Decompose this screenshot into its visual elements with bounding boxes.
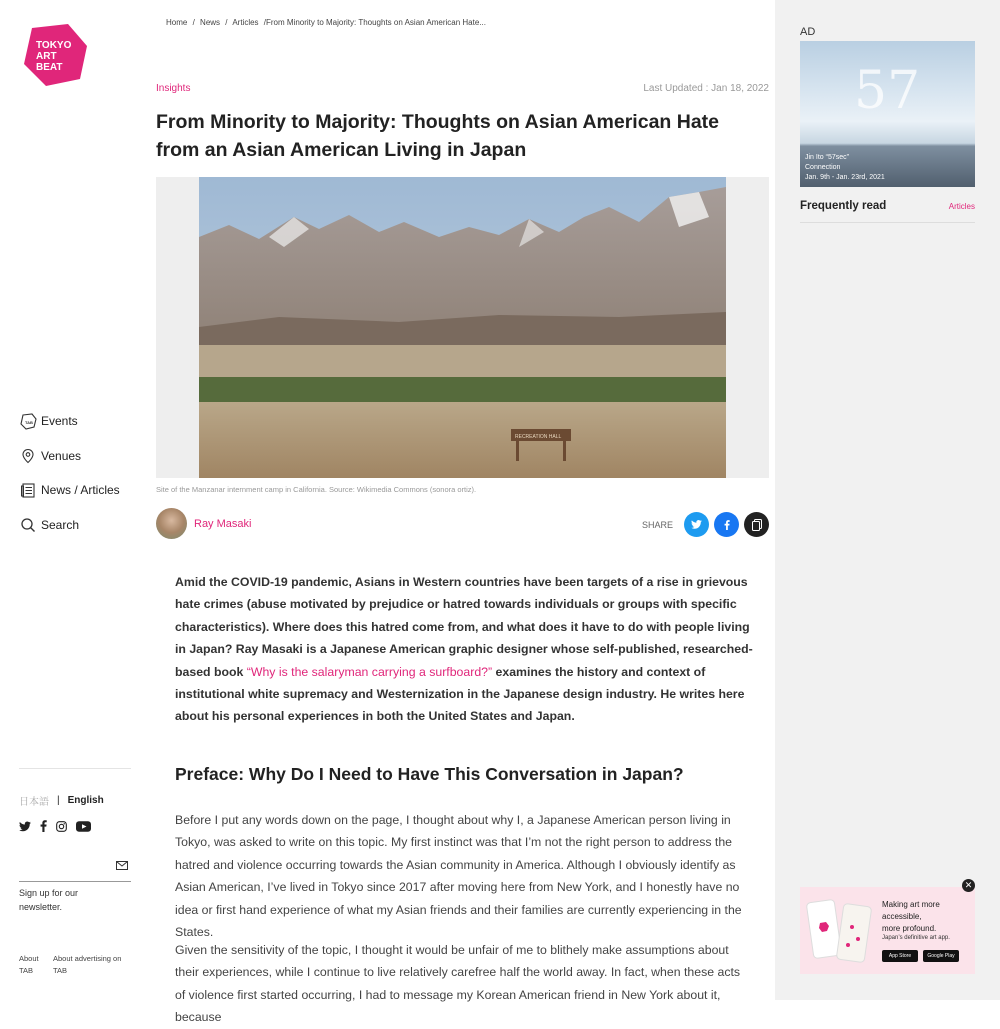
about-tab-link[interactable]: About TAB bbox=[19, 954, 39, 975]
hero-image bbox=[156, 177, 769, 478]
lead-text: Amid the COVID-19 pandemic, Asians in Western countries have been targets of a rise in grievous hate crimes (abuse motivated by prejudice or hatred towards individuals or groups with specific characteristics). Where does this hatred come from, and what does it have to do with people living in Japan? Ray Masaki is a Japanese American graphic designer whose self-published, researched-based book bbox=[175, 575, 753, 679]
left-sidebar bbox=[0, 0, 150, 1000]
body-paragraph: Given the sensitivity of the topic, I thought it would be unfair of me to blithely make assumptions about their experiences, while I continue to live relatively carefree half the world away. In fact, when these acts of violence first started occurring, I had to message my Korean American friend in New York about it, because bbox=[175, 943, 741, 1025]
copy-icon bbox=[752, 519, 762, 531]
section-heading: Preface: Why Do I Need to Have This Conversation in Japan? bbox=[175, 764, 684, 784]
search-icon bbox=[19, 516, 37, 534]
lang-english[interactable]: English bbox=[67, 795, 104, 806]
close-icon[interactable]: ✕ bbox=[962, 879, 975, 892]
lang-japanese[interactable]: 日本語 bbox=[19, 797, 49, 808]
ad-caption-line: Jan. 9th - Jan. 23rd, 2021 bbox=[805, 174, 885, 181]
share-label: SHARE bbox=[641, 519, 673, 530]
breadcrumb-separator: / bbox=[225, 18, 228, 27]
footer-links bbox=[19, 953, 133, 977]
youtube-icon[interactable] bbox=[76, 821, 91, 832]
ad-label: AD bbox=[800, 26, 816, 38]
app-promo-line: Making art more bbox=[882, 900, 940, 909]
svg-text:BEAT: BEAT bbox=[36, 62, 63, 73]
app-promo-line: accessible, bbox=[882, 912, 922, 921]
copy-link-button[interactable] bbox=[744, 512, 769, 537]
nav-label: Events bbox=[41, 414, 78, 429]
share-bar bbox=[642, 512, 769, 537]
phone-mockup-image bbox=[806, 895, 874, 967]
nav-item-venues[interactable] bbox=[19, 439, 120, 474]
app-promo-banner[interactable] bbox=[800, 887, 975, 974]
ad-caption-line: Connection bbox=[805, 164, 841, 171]
about-advertising-link[interactable]: About advertising on TAB bbox=[53, 954, 122, 975]
tab-badge-icon bbox=[19, 412, 37, 430]
tokyo-art-beat-logo[interactable] bbox=[24, 24, 88, 86]
lead-text: examines the history and context of institutional white supremacy and Westernization in the Japanese design industry. He writes here about his personal experiences in both the United States and Japan. bbox=[175, 664, 745, 724]
nav-item-events[interactable] bbox=[19, 404, 120, 439]
ad-caption bbox=[805, 153, 885, 183]
instagram-icon[interactable] bbox=[56, 821, 67, 832]
right-sidebar bbox=[775, 0, 1000, 1000]
ad-banner[interactable] bbox=[800, 41, 975, 187]
ad-artwork-number: 57 bbox=[854, 61, 921, 121]
article-title: From Minority to Majority: Thoughts on Asian American Hate from an Asian American Living in Japan bbox=[156, 111, 720, 161]
social-links bbox=[19, 820, 91, 832]
newsletter-text: Sign up for our newsletter. bbox=[19, 888, 79, 912]
frequently-read-title: Frequently read bbox=[800, 200, 887, 212]
category-tag[interactable]: Insights bbox=[156, 83, 191, 94]
location-pin-icon bbox=[19, 447, 37, 465]
share-facebook-button[interactable] bbox=[714, 512, 739, 537]
facebook-icon[interactable] bbox=[40, 820, 47, 832]
author[interactable] bbox=[156, 508, 251, 539]
main-nav bbox=[19, 404, 120, 542]
breadcrumb-news[interactable]: News bbox=[200, 18, 221, 27]
breadcrumb-home[interactable]: Home bbox=[166, 18, 188, 27]
svg-text:ART: ART bbox=[36, 51, 57, 62]
body-paragraph: Before I put any words down on the page, I thought about why I, a Japanese American person living in Tokyo, was asked to write on this topic. My first instinct was that I’m not the right person to address the hatred and violence occurring towards the Asian community in America. Although I obviously identify as Asian American, I’ve lived in Tokyo since 2017 after moving here from New York, and I honestly have no idea or first hand experience of what my Asian friends and their families are currently experiencing in the States. bbox=[175, 813, 742, 940]
lang-separator: | bbox=[57, 795, 60, 806]
ad-caption-line: Jin Ito “57sec” bbox=[805, 154, 849, 161]
svg-text:TAB: TAB bbox=[24, 419, 33, 425]
store-buttons bbox=[882, 950, 959, 962]
author-name[interactable]: Ray Masaki bbox=[194, 517, 252, 530]
nav-item-search[interactable] bbox=[19, 508, 120, 543]
lead-paragraph bbox=[175, 571, 753, 728]
articles-link[interactable]: Articles bbox=[948, 202, 975, 211]
nav-label: News / Articles bbox=[41, 483, 120, 498]
nav-item-news-articles[interactable] bbox=[19, 473, 120, 508]
share-twitter-button[interactable] bbox=[684, 512, 709, 537]
language-switcher bbox=[19, 793, 104, 808]
author-avatar[interactable] bbox=[156, 508, 187, 539]
nav-label: Search bbox=[41, 517, 80, 532]
app-promo-text bbox=[882, 899, 940, 935]
twitter-icon bbox=[691, 520, 702, 529]
facebook-icon bbox=[724, 520, 730, 530]
document-icon bbox=[19, 481, 37, 499]
book-link[interactable]: “Why is the salaryman carrying a surfboard?” bbox=[246, 664, 493, 679]
mail-icon[interactable] bbox=[116, 857, 128, 875]
last-updated: Last Updated : Jan 18, 2022 bbox=[643, 83, 769, 94]
breadcrumb-separator: / bbox=[192, 18, 195, 27]
app-store-button[interactable]: App Store bbox=[882, 950, 918, 962]
twitter-icon[interactable] bbox=[19, 821, 31, 832]
divider bbox=[19, 768, 131, 769]
svg-text:RECREATION HALL: RECREATION HALL bbox=[515, 434, 562, 440]
divider bbox=[800, 222, 975, 223]
newsletter-input-line[interactable] bbox=[19, 881, 131, 882]
breadcrumb-articles[interactable]: Articles bbox=[232, 18, 259, 27]
breadcrumb bbox=[166, 18, 489, 27]
article-main bbox=[150, 0, 775, 1025]
frequently-read-header bbox=[800, 200, 975, 212]
google-play-button[interactable]: Google Play bbox=[923, 950, 959, 962]
nav-label: Venues bbox=[41, 448, 82, 463]
breadcrumb-current: /From Minority to Majority: Thoughts on Asian American Hate... bbox=[263, 18, 486, 27]
image-caption: Site of the Manzanar internment camp in California. Source: Wikimedia Commons (sonora ortiz). bbox=[156, 485, 477, 494]
app-promo-sub: Japan’s definitive art app. bbox=[882, 935, 950, 941]
svg-text:TOKYO: TOKYO bbox=[36, 40, 72, 51]
app-promo-line: more profound. bbox=[882, 924, 937, 933]
